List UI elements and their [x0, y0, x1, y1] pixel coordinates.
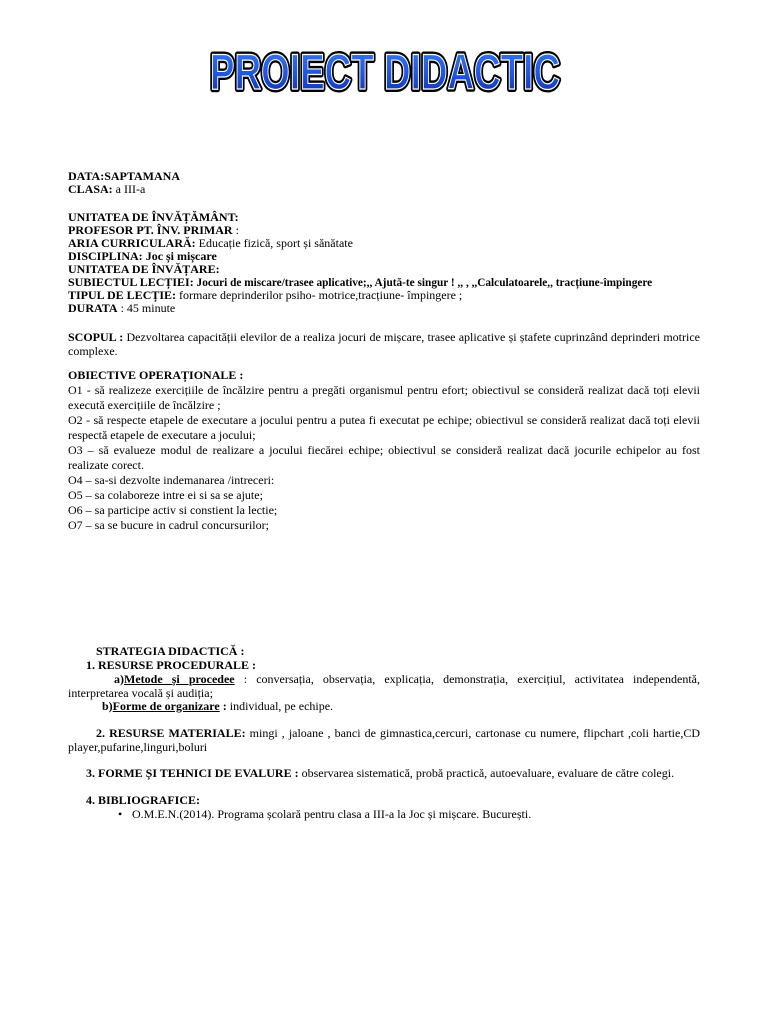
obiective-list [68, 383, 700, 533]
resurse-procedurale-heading: 1. RESURSE PROCEDURALE : [86, 658, 257, 672]
scopul-paragraph: SCOPUL : Dezvoltarea capacității elevilor de a realiza jocuri de mișcare, trasee aplicative și ștafete cuprinzând deprinderi motrice complexe. [68, 330, 701, 358]
disciplina-line: DISCIPLINA: Joc și mișcare [68, 249, 217, 263]
aria-curriculara-line: ARIA CURRICULARĂ: Educație fizică, sport și sănătate [68, 236, 353, 250]
resurse-materiale-paragraph: 2. RESURSE MATERIALE: mingi , jaloane , banci de gimnastica,cercuri, cartonase cu numere, flipchart ,coli hartie,CD player,pufarine,linguri,boluri [68, 726, 700, 754]
obiectiv-item: O3 – să evalueze modul de realizare a jocului fiecărei echipe; obiectivul se consideră realizat dacă jocurile echipelor au fost realizate corect. [68, 443, 700, 472]
obiectiv-item: O6 – sa participe activ si constient la lectie; [68, 503, 278, 517]
obiectiv-item: O7 – sa se bucure in cadrul concursurilor; [68, 518, 269, 532]
obiective-heading: OBIECTIVE OPERAȚIONALE : [68, 368, 244, 382]
document-title-wordart [205, 42, 565, 100]
subiect-lectie-line: SUBIECTUL LECȚIEI: Jocuri de miscare/trasee aplicative;,, Ajută-te singur ! ,, , ,,Calculatoarele,, tracțiune-împingere [68, 275, 653, 289]
profesor-line: PROFESOR PT. ÎNV. PRIMAR : [68, 223, 239, 237]
obiectiv-item: O4 – sa-si dezvolte indemanarea /intreceri: [68, 473, 275, 487]
durata-line: DURATA : 45 minute [68, 301, 176, 315]
unitate-invatamant-line: UNITATEA DE ÎNVĂȚĂMÂNT: [68, 210, 239, 224]
strategia-heading: STRATEGIA DIDACTICĂ : [96, 644, 245, 658]
bibliografice-heading: 4. BIBLIOGRAFICE: [86, 793, 201, 807]
forme-organizare-line: b)Forme de organizare : individual, pe echipe. [102, 699, 334, 713]
svg-text:PROIECT DIDACTIC: PROIECT DIDACTIC [210, 44, 560, 100]
obiectiv-item: O5 – sa colaboreze intre ei si sa se ajute; [68, 488, 263, 502]
clasa-line: CLASA: a III-a [68, 182, 146, 196]
bibliografie-item: • O.M.E.N.(2014). Programa școlară pentru clasa a III-a la Joc și mișcare. București. [118, 807, 532, 821]
obiectiv-item: O2 - să respecte etapele de executare a jocului pentru a putea fi executat pe echipe; obiectivul se consideră realizat dacă toți elevii respectă etapele de executare a jocului; [68, 413, 700, 442]
tip-lectie-line: TIPUL DE LECȚIE: formare deprinderilor psiho- motrice,tracțiune- împingere ; [68, 288, 463, 302]
metode-procedee-paragraph: a)Metode și procedee : conversația, observația, explicația, demonstrația, exercițiul, activitatea independentă, interpretarea vocală și audiția; [68, 672, 700, 700]
obiectiv-item: O1 - să realizeze exercițiile de încălzire pentru a pregăti organismul pentru efort; obiectivul se consideră realizat dacă toți elevii execută exercițiile de încălzire ; [68, 383, 700, 412]
data-line: DATA:SAPTAMANA [68, 169, 180, 183]
unitate-invatare-line: UNITATEA DE ÎNVĂȚARE: [68, 262, 220, 276]
forme-evaluare-line: 3. FORME ȘI TEHNICI DE EVALURE : observarea sistematică, probă practică, autoevaluare, evaluare de către colegi. [86, 766, 675, 780]
bullet-icon: • [118, 807, 123, 821]
svg-text:PROIECT DIDACTIC: PROIECT DIDACTIC [210, 44, 560, 100]
